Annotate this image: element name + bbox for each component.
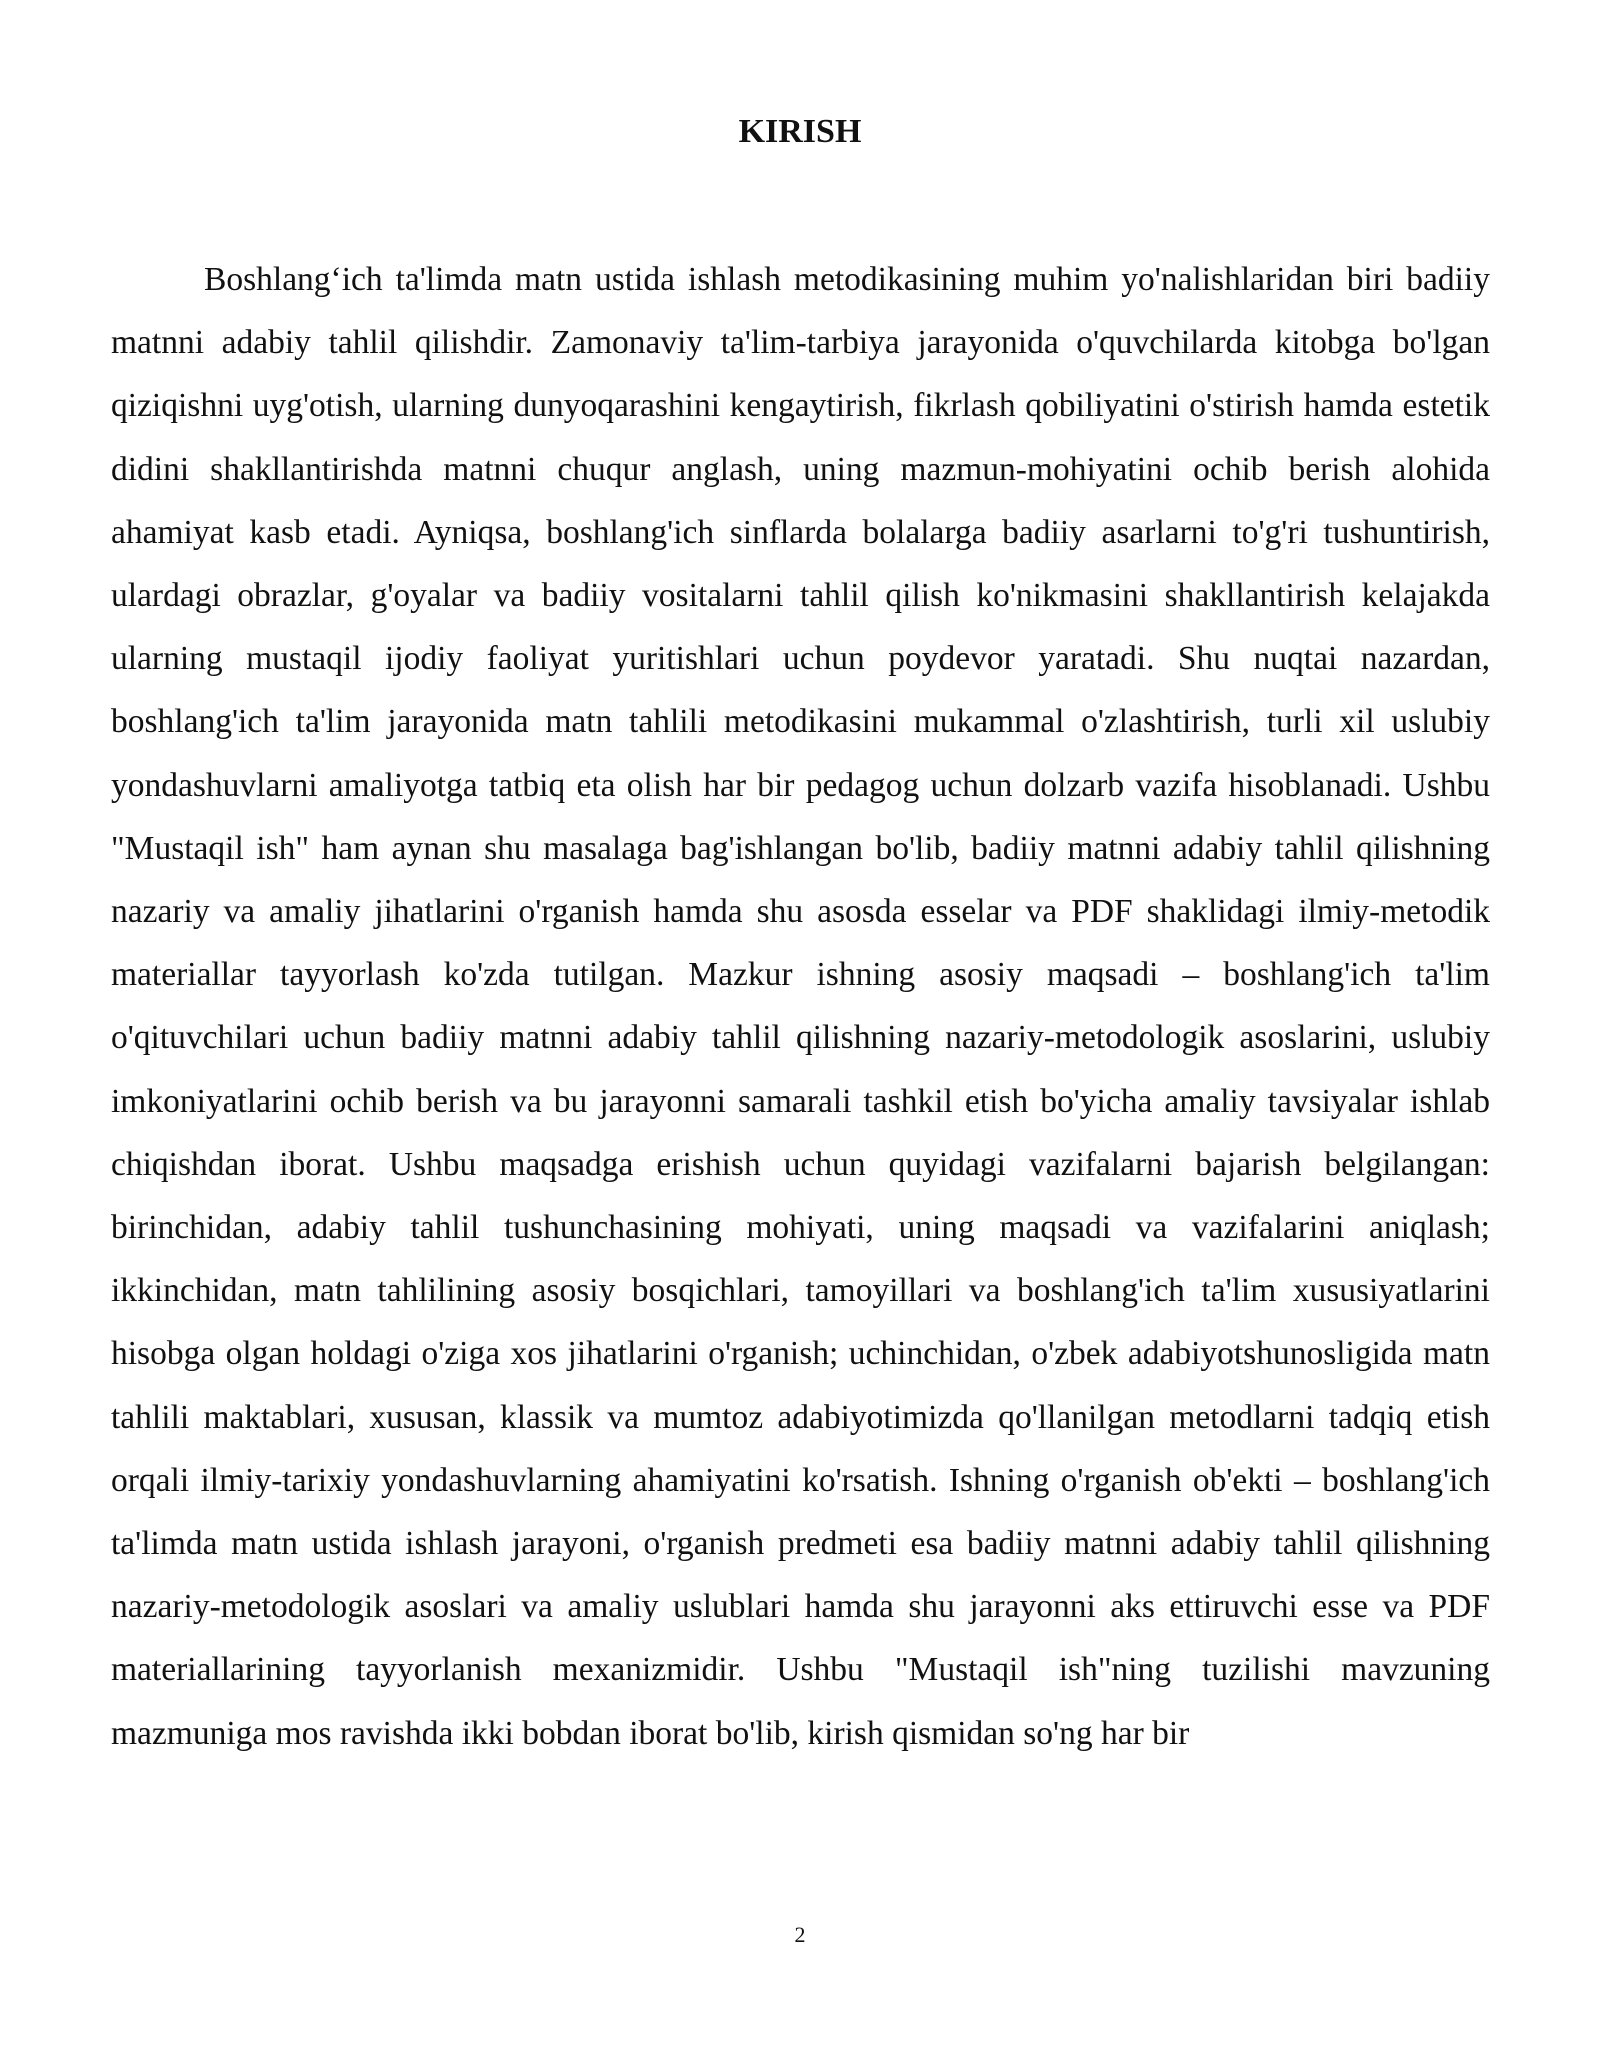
page-title: KIRISH bbox=[738, 113, 862, 150]
page-number: 2 bbox=[794, 1922, 806, 1947]
body-paragraph: Boshlang‘ich ta'limda matn ustida ishlash metodikasining muhim yo'nalishlaridan biri badiiy matnni adabiy tahlil qilishdir. Zamonaviy ta'lim-tarbiya jarayonida o'quvchilarda kitobga bo'lgan qiziqishni uyg'otish, ularning dunyoqarashini kengaytirish, fikrlash qobiliyatini o'stirish hamda estetik didini shakllantirishda matnni chuqur anglash, uning mazmun-mohiyatini ochib berish alohida ahamiyat kasb etadi. Ayniqsa, boshlang'ich sinflarda bolalarga badiiy asarlarni to'g'ri tushuntirish, ulardagi obrazlar, g'oyalar va badiiy vositalarni tahlil qilish ko'nikmasini shakllantirish kelajakda ularning mustaqil ijodiy faoliyat yuritishlari uchun poydevor yaratadi. Shu nuqtai nazardan, boshlang'ich ta'lim jarayonida matn tahlili metodikasini mukammal o'zlashtirish, turli xil uslubiy yondashuvlarni amaliyotga tatbiq eta olish har bir pedagog uchun dolzarb vazifa hisoblanadi. Ushbu "Mustaqil ish" ham aynan shu masalaga bag'ishlangan bo'lib, badiiy matnni adabiy tahlil qilishning nazariy va amaliy jihatlarini o'rganish hamda shu asosda esselar va PDF shaklidagi ilmiy-metodik materiallar tayyorlash ko'zda tutilgan. Mazkur ishning asosiy maqsadi – boshlang'ich ta'lim o'qituvchilari uchun badiiy matnni adabiy tahlil qilishning nazariy-metodologik asoslarini, uslubiy imkoniyatlarini ochib berish va bu jarayonni samarali tashkil etish bo'yicha amaliy tavsiyalar ishlab chiqishdan iborat. Ushbu maqsadga erishish uchun quyidagi vazifalarni bajarish belgilangan: birinchidan, adabiy tahlil tushunchasining mohiyati, uning maqsadi va vazifalarini aniqlash; ikkinchidan, matn tahlilining asosiy bosqichlari, tamoyillari va boshlang'ich ta'lim xususiyatlarini hisobga olgan holdagi o'ziga xos jihatlarini o'rganish; uchinchidan, o'zbek adabiyotshunosligida matn tahlili maktablari, xususan, klassik va mumtoz adabiyotimizda qo'llanilgan metodlarni tadqiq etish orqali ilmiy-tarixiy yondashuvlarning ahamiyatini ko'rsatish. Ishning o'rganish ob'ekti – boshlang'ich ta'limda matn ustida ishlash jarayoni, o'rganish predmeti esa badiiy matnni adabiy tahlil qilishning nazariy-metodologik asoslari va amaliy uslublari hamda shu jarayonni aks ettiruvchi esse va PDF materiallarining tayyorlanish mexanizmidir. Ushbu "Mustaqil ish"ning tuzilishi mavzuning mazmuniga mos ravishda ikki bobdan iborat bo'lib, kirish qismidan so'ng har bir bbox=[111, 261, 1490, 1752]
